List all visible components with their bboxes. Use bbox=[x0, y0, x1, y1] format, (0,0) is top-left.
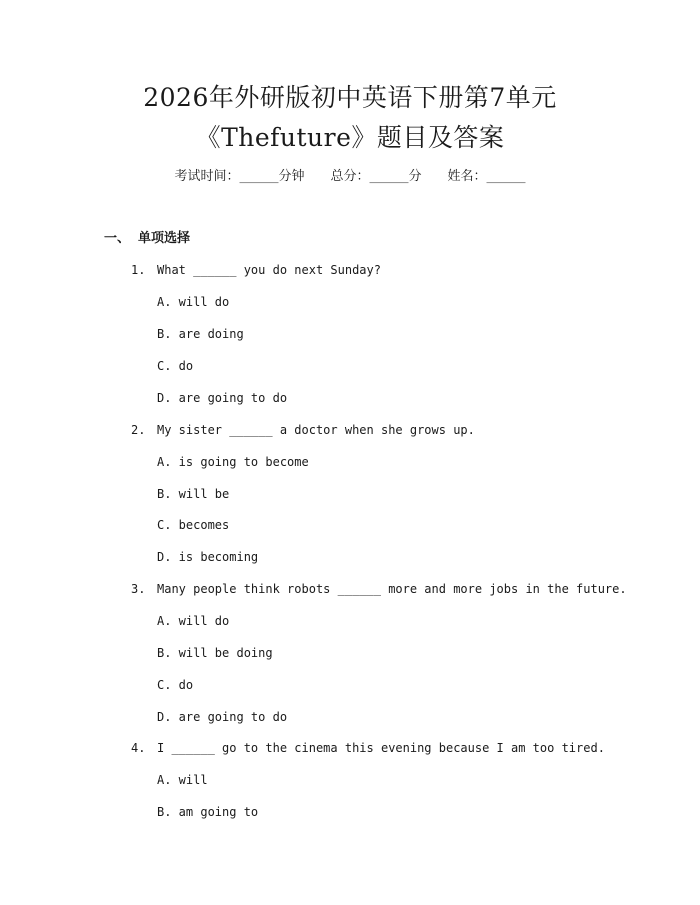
option-4b: B. am going to bbox=[157, 805, 259, 819]
section-heading bbox=[104, 229, 190, 249]
option-3d: D. are going to do bbox=[157, 710, 288, 724]
exam-total-score: 总分：______分 bbox=[330, 169, 422, 184]
exam-student-name: 姓名：______ bbox=[447, 169, 526, 184]
option-2a: A. is going to become bbox=[157, 455, 309, 469]
section-number: 一、 bbox=[104, 231, 131, 246]
option-3b: B. will be doing bbox=[157, 646, 273, 660]
option-1b: B. are doing bbox=[157, 327, 244, 341]
question-2 bbox=[131, 420, 475, 440]
option-3c: C. do bbox=[157, 678, 194, 692]
question-number: 1. bbox=[131, 263, 146, 277]
question-text: What ______ you do next Sunday? bbox=[157, 263, 381, 277]
question-3 bbox=[131, 579, 627, 599]
option-2d: D. is becoming bbox=[157, 550, 259, 564]
exam-info-line bbox=[0, 167, 700, 187]
exam-time: 考试时间：______分钟 bbox=[174, 169, 305, 184]
question-text: My sister ______ a doctor when she grows up. bbox=[157, 423, 475, 437]
option-2c: C. becomes bbox=[157, 518, 230, 532]
document-title-line-1: 2026年外研版初中英语下册第7单元 bbox=[143, 83, 557, 112]
option-4a: A. will bbox=[157, 773, 208, 787]
option-3a: A. will do bbox=[157, 614, 230, 628]
question-text: I ______ go to the cinema this evening because I am too tired. bbox=[157, 741, 605, 755]
question-number: 3. bbox=[131, 582, 146, 596]
question-4 bbox=[131, 738, 605, 758]
option-1a: A. will do bbox=[157, 295, 230, 309]
question-1 bbox=[131, 260, 381, 280]
document-title-line-2: 《Thefuture》题目及答案 bbox=[195, 123, 505, 152]
section-label: 单项选择 bbox=[138, 231, 191, 246]
option-1c: C. do bbox=[157, 359, 194, 373]
question-text: Many people think robots ______ more and more jobs in the future. bbox=[157, 582, 627, 596]
option-2b: B. will be bbox=[157, 487, 230, 501]
question-number: 2. bbox=[131, 423, 146, 437]
question-number: 4. bbox=[131, 741, 146, 755]
option-1d: D. are going to do bbox=[157, 391, 288, 405]
